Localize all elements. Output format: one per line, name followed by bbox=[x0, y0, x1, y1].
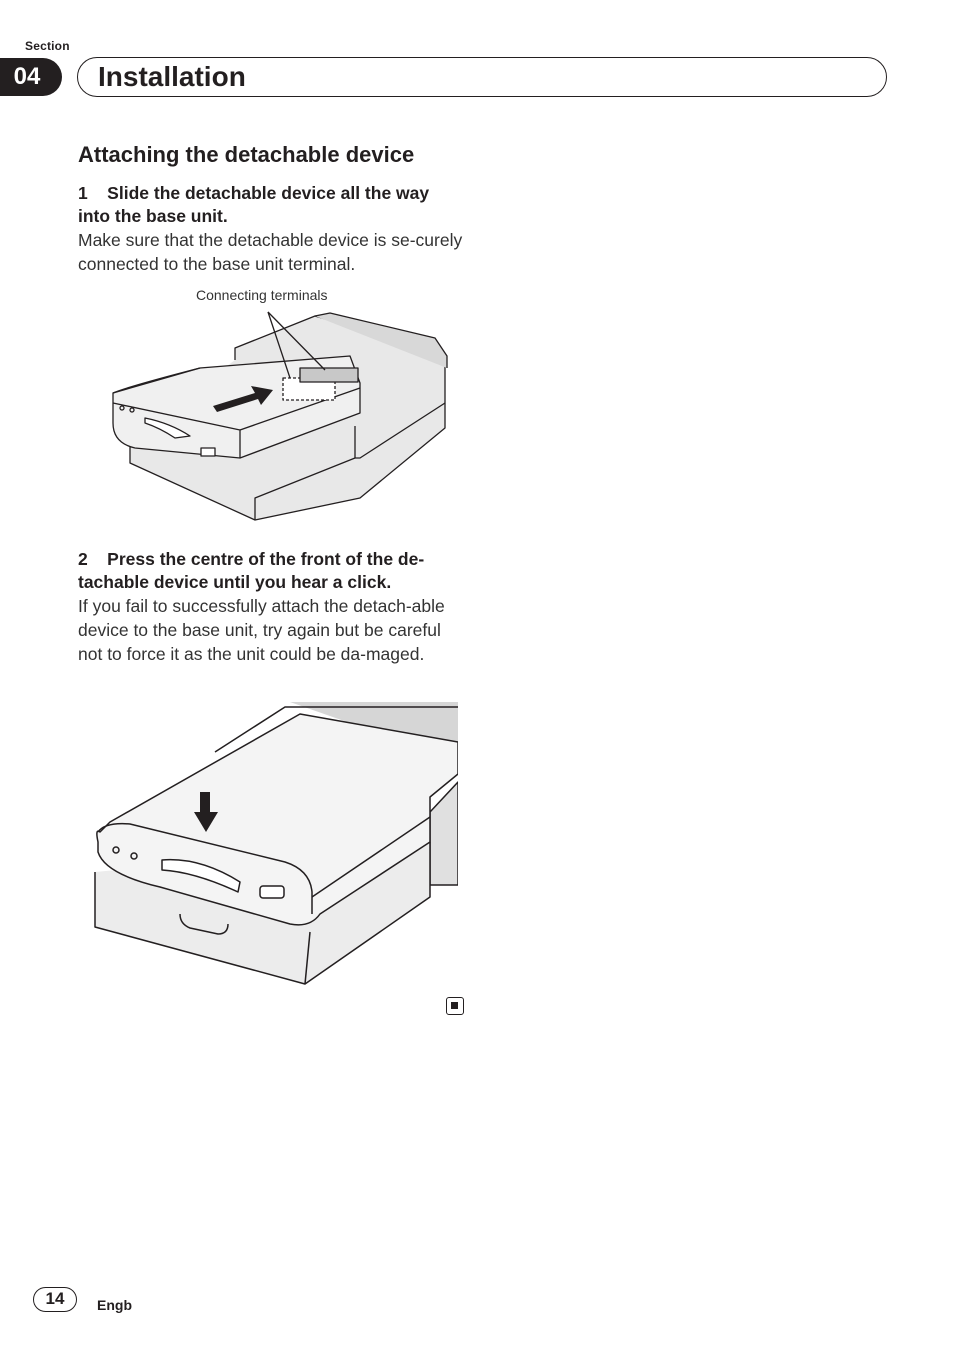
page-number: 14 bbox=[33, 1287, 77, 1312]
section-label: Section bbox=[25, 39, 70, 53]
step-1-title: 1 Slide the detachable device all the way into the base unit. bbox=[78, 183, 430, 226]
step-1 bbox=[78, 182, 466, 276]
step-1-body: Make sure that the detachable device is se-curely connected to the base unit terminal. bbox=[78, 230, 463, 274]
chapter-title: Installation bbox=[98, 61, 246, 92]
figure-1-caption: Connecting terminals bbox=[196, 287, 328, 303]
device-sliding-into-base-illustration bbox=[105, 308, 455, 526]
step-2-body: If you fail to successfully attach the detach-able device to the base unit, try again but be careful not to force it as the unit could be da-maged. bbox=[78, 596, 445, 664]
step-2 bbox=[78, 548, 466, 666]
chapter-title-bar bbox=[77, 57, 887, 97]
language-code: Engb bbox=[97, 1297, 132, 1313]
device-press-down-illustration bbox=[90, 702, 458, 988]
section-heading: Attaching the detachable device bbox=[78, 142, 415, 167]
step-2-title: 2 Press the centre of the front of the de-tachable device until you hear a click. bbox=[78, 549, 425, 592]
section-number-badge: 04 bbox=[0, 58, 62, 96]
end-of-section-icon bbox=[446, 997, 464, 1015]
